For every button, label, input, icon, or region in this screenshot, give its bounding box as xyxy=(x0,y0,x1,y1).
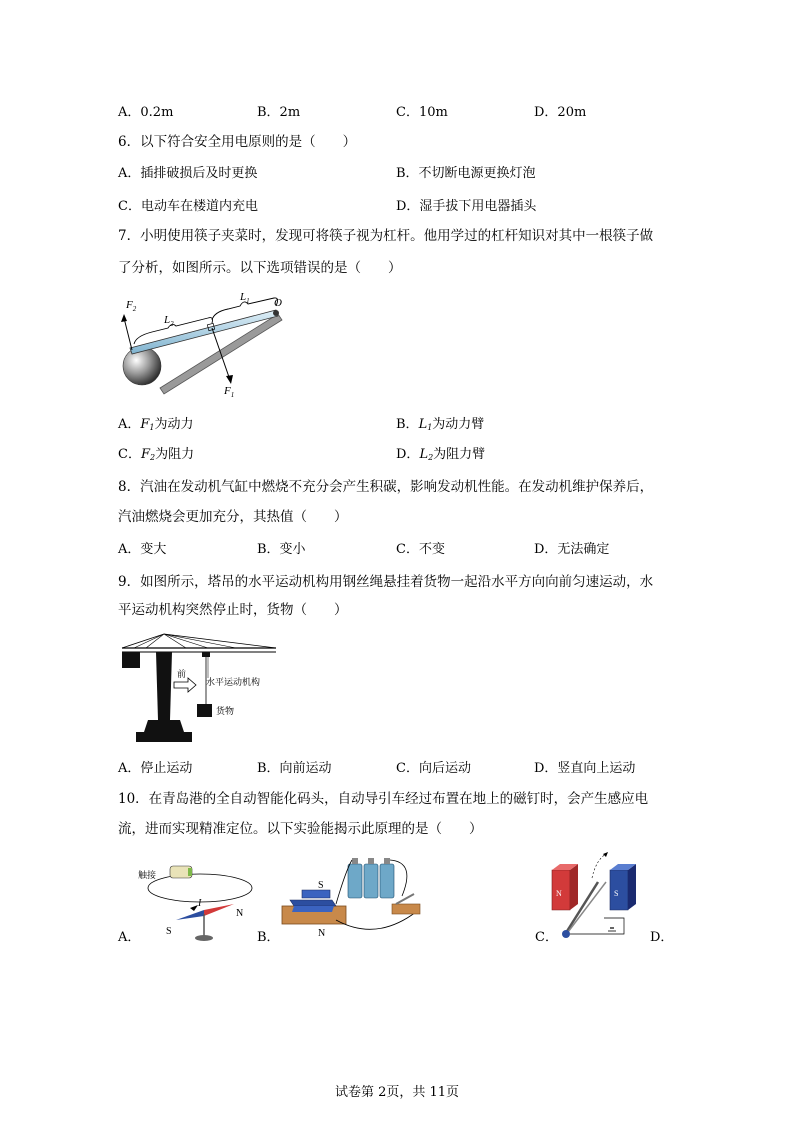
q10-option-d: D． xyxy=(650,930,674,945)
label-current: I xyxy=(198,898,202,909)
page-footer: 试卷第 2页，共 11页 xyxy=(334,1085,460,1100)
label-n: N xyxy=(236,908,244,919)
q8-option-b: B．变小 xyxy=(257,542,306,557)
label-b-s: S xyxy=(318,880,324,891)
q9-option-b: B．向前运动 xyxy=(257,761,332,776)
label-cargo: 货物 xyxy=(216,706,235,716)
q10-option-c: C． xyxy=(535,930,558,945)
label-f1: $F_1$ xyxy=(224,385,235,399)
label-o: O xyxy=(274,297,282,309)
q7-option-c: C．$F_2$为阻力 xyxy=(118,447,195,462)
q7-stem-line1: 7．小明使用筷子夹菜时，发现可将筷子视为杠杆。他用学过的杠杆知识对其中一根筷子做 xyxy=(118,228,654,244)
q9-option-d: D．竖直向上运动 xyxy=(534,761,636,776)
label-l2: $L_2$ xyxy=(164,314,174,328)
needle-n xyxy=(204,904,234,916)
label-touch: 触接 xyxy=(138,870,157,880)
crane-tower xyxy=(156,652,172,720)
label-mechanism: 水平运动机构 xyxy=(206,677,261,687)
q9-option-a: A．停止运动 xyxy=(118,761,193,776)
label-c-n: N xyxy=(556,889,562,898)
q10-option-b: B． xyxy=(257,930,280,945)
q8-option-a: A．变大 xyxy=(118,542,167,557)
q6-stem: 6．以下符合安全用电原则的是（ ） xyxy=(118,134,357,150)
tower-crane-figure xyxy=(116,632,286,747)
battery-3 xyxy=(380,864,394,898)
forward-arrow xyxy=(174,678,196,692)
induction-experiment-figure xyxy=(548,852,648,944)
battery-2 xyxy=(364,864,378,898)
q9-stem-line2: 平运动机构突然停止时，货物（ ） xyxy=(118,602,348,618)
q7-option-b: B．$L_1$为动力臂 xyxy=(396,417,485,432)
q10-stem-line1: 10．在青岛港的全自动智能化码头，自动导引车经过布置在地上的磁钉时，会产生感应电 xyxy=(118,791,649,807)
q7-option-a: A．$F_1$为动力 xyxy=(118,417,194,432)
oersted-experiment-figure xyxy=(138,858,256,944)
q7-option-d: D．$L_2$为阻力臂 xyxy=(396,447,486,462)
cargo-box xyxy=(197,704,212,717)
label-front: 前 xyxy=(177,669,187,679)
label-c-s: S xyxy=(614,889,619,898)
q8-option-c: C．不变 xyxy=(396,542,445,557)
q5-option-b: B．2m xyxy=(257,105,301,120)
food-ball xyxy=(123,347,161,385)
motor-experiment-figure xyxy=(276,850,426,942)
q5-option-c: C．10m xyxy=(396,105,448,120)
q6-option-b: B．不切断电源更换灯泡 xyxy=(396,166,536,181)
trolley xyxy=(202,652,210,657)
q10-option-a: A． xyxy=(118,930,141,945)
magnet-s xyxy=(610,870,628,910)
battery-1 xyxy=(348,864,362,898)
counterweight xyxy=(122,652,140,668)
label-b-n: N xyxy=(318,928,326,939)
q8-option-d: D．无法确定 xyxy=(534,542,610,557)
needle-s xyxy=(176,910,204,920)
q8-stem-line2: 汽油燃烧会更加充分，其热值（ ） xyxy=(118,509,348,525)
pivot-o xyxy=(273,310,279,316)
label-f2: $F_2$ xyxy=(126,299,137,313)
q6-option-a: A．插排破损后及时更换 xyxy=(118,166,258,181)
q7-stem-line2: 了分析，如图所示。以下选项错误的是（ ） xyxy=(118,260,402,276)
chopstick-lever-figure xyxy=(112,290,292,405)
force-f2-arrow xyxy=(124,318,132,350)
q10-stem-line2: 流，进而实现精准定位。以下实验能揭示此原理的是（ ） xyxy=(118,821,483,837)
q8-stem-line1: 8．汽油在发动机气缸中燃烧不充分会产生积碳，影响发动机性能。在发动机维护保养后， xyxy=(118,479,654,495)
q9-stem-line1: 9．如图所示，塔吊的水平运动机构用钢丝绳悬挂着货物一起沿水平方向向前匀速运动，水 xyxy=(118,574,654,590)
q5-option-a: A．0.2m xyxy=(118,105,174,120)
label-s: S xyxy=(166,926,172,937)
label-l1: $L_1$ xyxy=(240,291,250,305)
q9-option-c: C．向后运动 xyxy=(396,761,471,776)
q6-option-c: C．电动车在楼道内充电 xyxy=(118,199,258,214)
q5-option-d: D．20m xyxy=(534,105,587,120)
switch xyxy=(392,904,420,914)
q6-option-d: D．湿手拔下用电器插头 xyxy=(396,199,537,214)
magnet-top xyxy=(290,900,336,906)
